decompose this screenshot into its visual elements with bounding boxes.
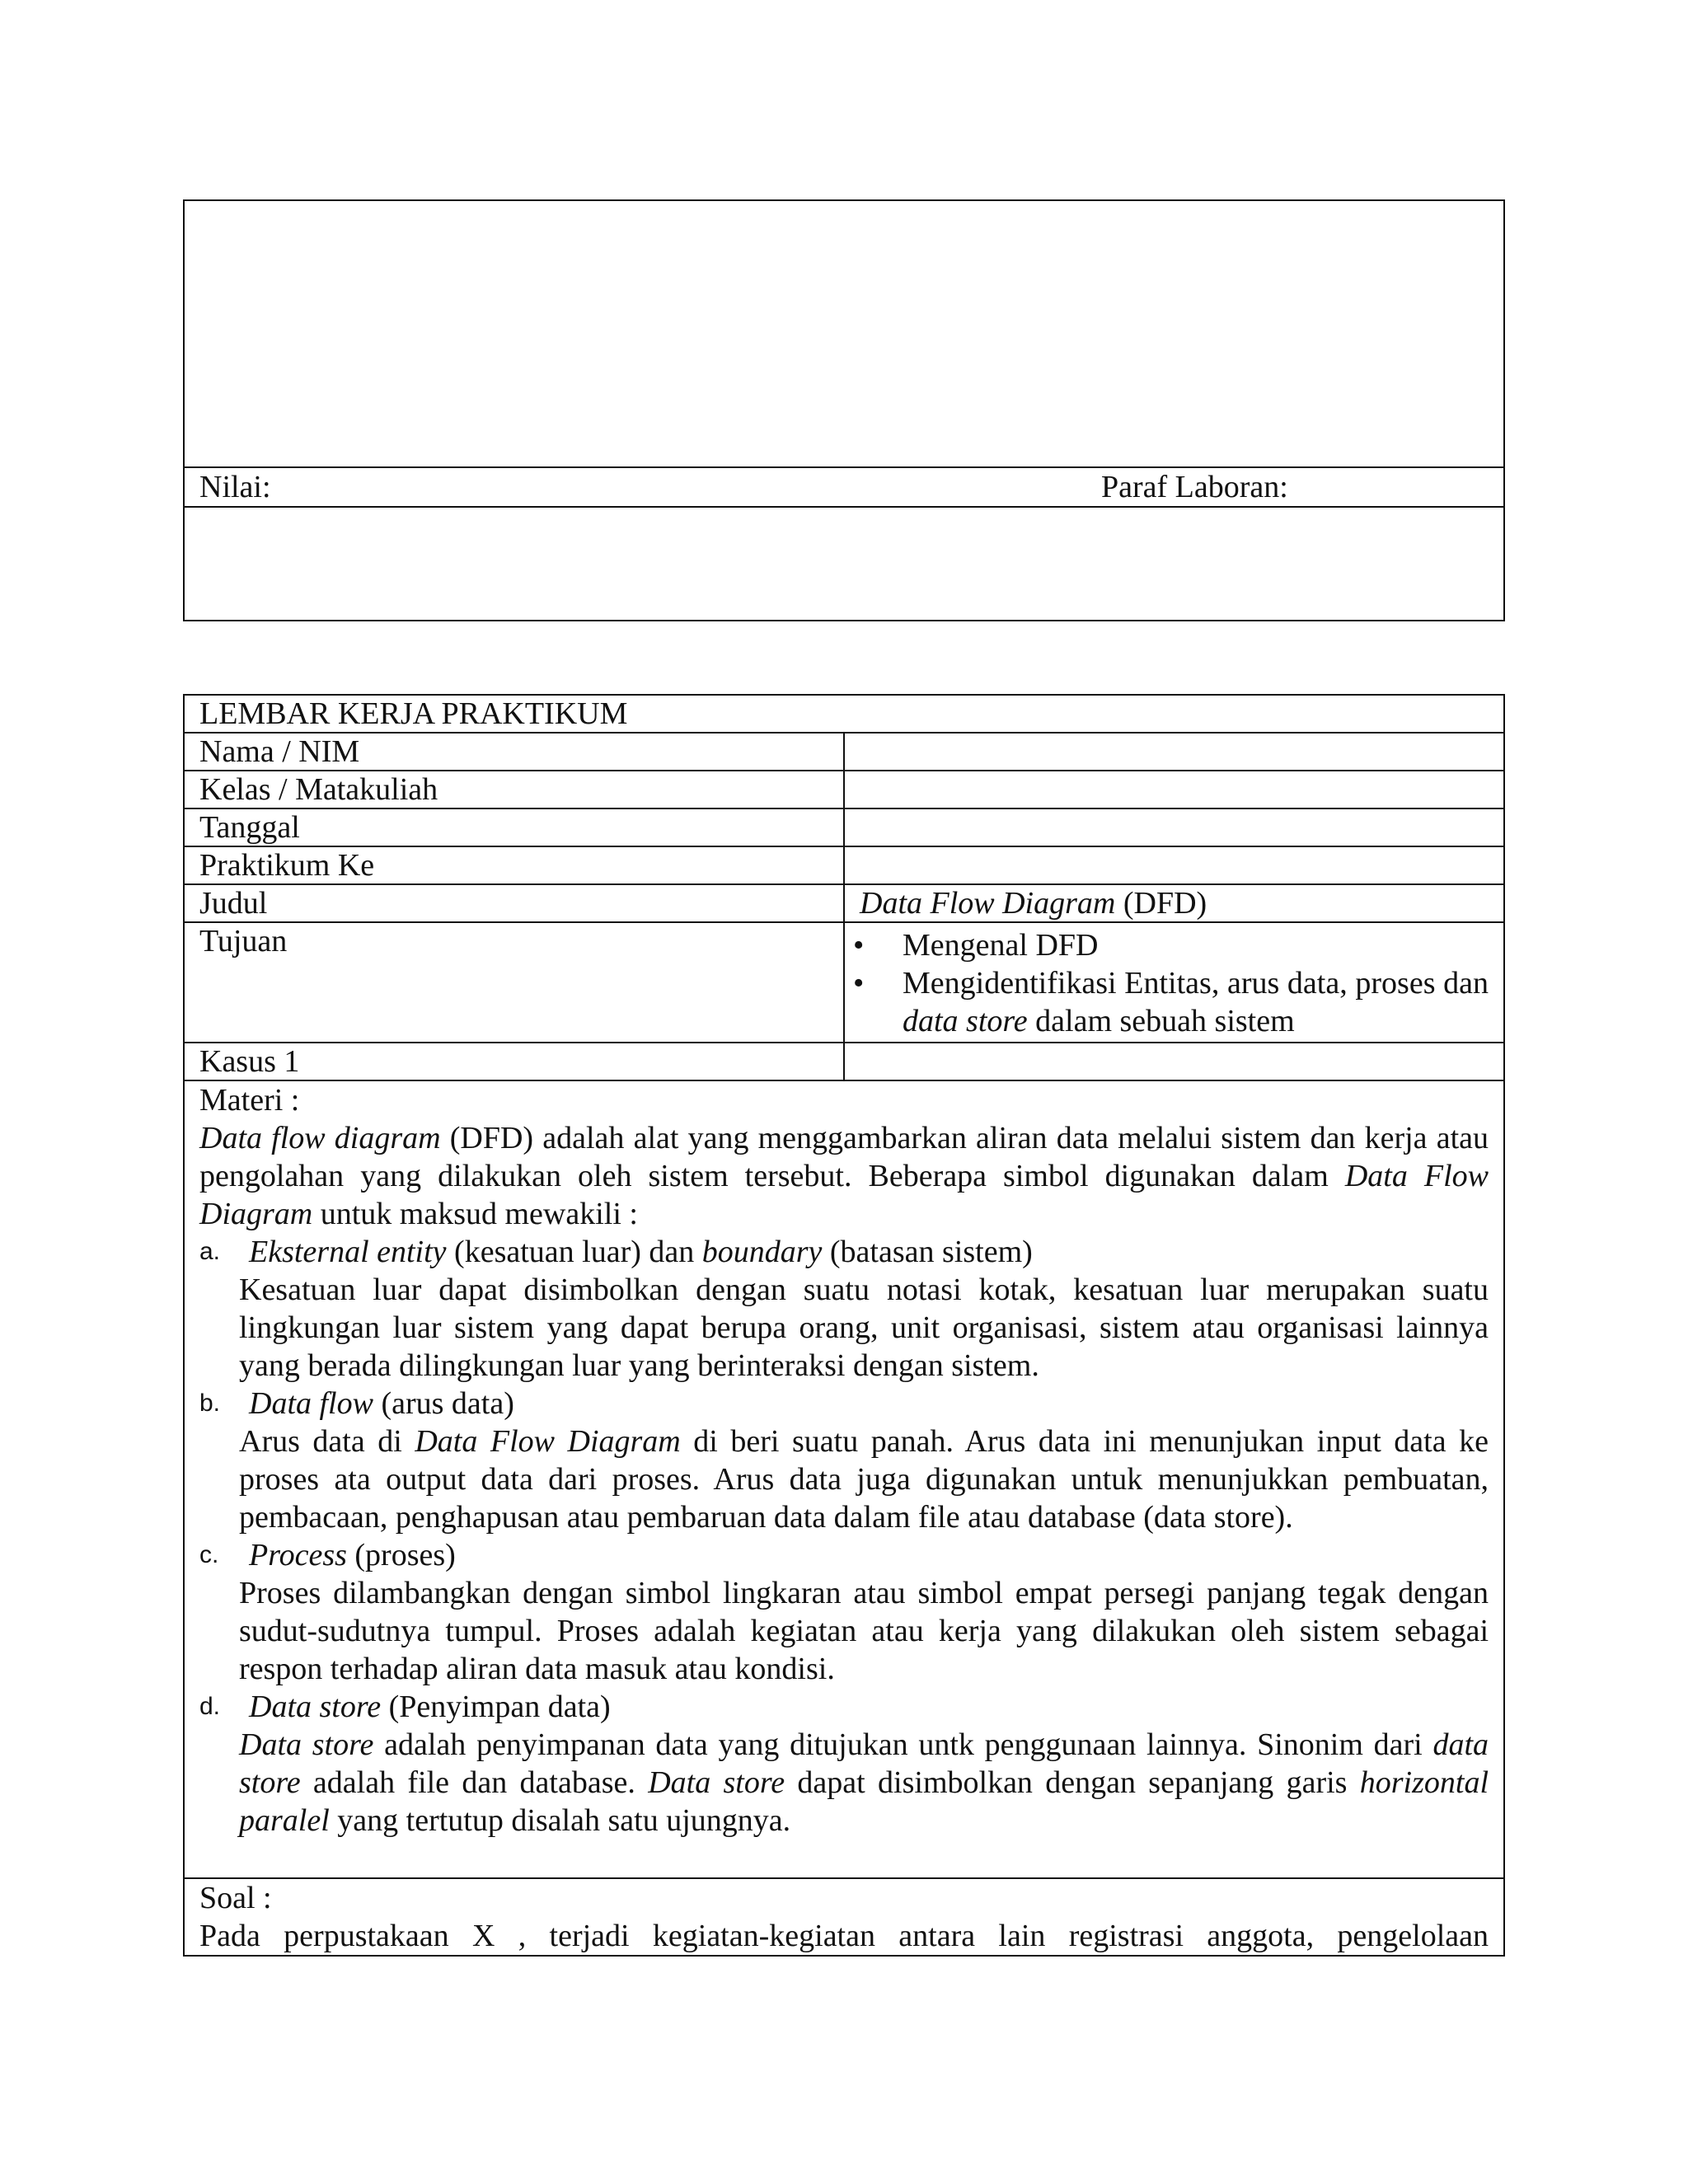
item-b-body-italic: Data Flow Diagram (415, 1424, 681, 1459)
table-row (185, 846, 1503, 884)
intro-italic-2: Data Flow Diagram (199, 1159, 1489, 1231)
grading-blank-area (185, 201, 1503, 468)
table-row (185, 733, 1503, 771)
item-b-body-text-1: Arus data di (239, 1424, 415, 1459)
table-row (185, 1080, 1503, 1878)
row-label-nama: Nama / NIM (185, 733, 844, 771)
row-label-judul: Judul (185, 884, 844, 922)
grading-label-row (185, 468, 1503, 508)
tujuan-item-2b: dalam sebuah sistem (1027, 1004, 1295, 1038)
row-label-tanggal: Tanggal (185, 808, 844, 846)
materi-item-a-title (199, 1233, 1489, 1271)
materi-intro (199, 1119, 1489, 1233)
row-label-tujuan: Tujuan (185, 922, 844, 1043)
materi-item-c-body: Proses dilambangkan dengan simbol lingkaran atau simbol empat persegi panjang tegak dengan sudut-sudutnya tumpul. Proses adalah kegiatan atau kerja yang dilakukan oleh sistem sebagai respon terhadap aliran data masuk atau kondisi. (239, 1576, 1489, 1686)
item-a-text-2: (batasan sistem) (822, 1235, 1033, 1269)
row-value-kelas (844, 771, 1503, 808)
item-d-body-italic-2: data store (239, 1727, 1489, 1800)
soal-cell (185, 1878, 1503, 1955)
item-c-italic: Process (249, 1538, 347, 1572)
item-b-body-text-2: di beri suatu panah. Arus data ini menunjukan input data ke proses ata output data dari proses. Arus data juga digunakan untuk menunjukkan pembuatan, pembacaan, penghapusan atau pembaruan data dalam file atau database (data store). (239, 1424, 1489, 1535)
item-d-body-text-2: adalah file dan database. (300, 1765, 649, 1800)
intro-italic-1: Data flow diagram (199, 1121, 441, 1155)
materi-item-d-title (199, 1688, 1489, 1726)
item-b-text: (arus data) (373, 1386, 514, 1421)
judul-rest: (DFD) (1115, 886, 1207, 921)
item-b-marker: b. (199, 1390, 221, 1417)
paraf-laboran-label: Paraf Laboran: (1101, 470, 1288, 504)
item-d-body-text-1: adalah penyimpanan data yang ditujukan untk penggunaan lainnya. Sinonim dari (373, 1727, 1433, 1762)
soal-heading: Soal : (199, 1881, 272, 1915)
tujuan-list (845, 926, 1489, 1040)
list-item (845, 964, 1489, 1040)
materi-item-c-title (199, 1536, 1489, 1574)
item-c-text: (proses) (346, 1538, 456, 1572)
materi-item-b-body (199, 1422, 1489, 1536)
item-d-marker: d. (199, 1693, 221, 1720)
table-row (185, 1043, 1503, 1080)
item-a-marker: a. (199, 1238, 221, 1265)
table-row (185, 922, 1503, 1043)
table-row (185, 884, 1503, 922)
item-a-italic-1: Eksternal entity (249, 1235, 447, 1269)
item-d-italic: Data store (249, 1690, 382, 1724)
materi-heading: Materi : (199, 1083, 300, 1118)
materi-item-a-body: Kesatuan luar dapat disimbolkan dengan suatu notasi kotak, kesatuan luar merupakan suatu lingkungan luar sistem yang dapat berupa orang, unit organisasi, sistem atau organisasi lainnya yang berada dilingkungan luar yang berinteraksi dengan sistem. (239, 1272, 1489, 1383)
intro-text-2: untuk maksud mewakili : (312, 1197, 638, 1231)
judul-italic: Data Flow Diagram (860, 886, 1116, 921)
materi-cell (185, 1080, 1503, 1878)
item-a-text-1: (kesatuan luar) dan (446, 1235, 702, 1269)
item-d-body-italic-1: Data store (239, 1727, 374, 1762)
item-d-body-text-4: yang tertutup disalah satu ujungnya. (329, 1803, 791, 1838)
table-row (185, 808, 1503, 846)
item-d-text: (Penyimpan data) (381, 1690, 611, 1724)
tujuan-item-2-italic: data store (903, 1004, 1028, 1038)
grading-box (183, 199, 1505, 621)
soal-text: Pada perpustakaan X , terjadi kegiatan-kegiatan antara lain registrasi anggota, pengelolaan (199, 1919, 1489, 1953)
item-b-italic: Data flow (249, 1386, 373, 1421)
item-d-body-text-3: dapat disimbolkan dengan sepanjang garis (785, 1765, 1360, 1800)
row-value-tujuan (844, 922, 1503, 1043)
row-label-praktikum: Praktikum Ke (185, 846, 844, 884)
materi-item-d-body (199, 1726, 1489, 1840)
materi-item-b-title (199, 1385, 1489, 1422)
row-value-kasus (844, 1043, 1503, 1080)
item-c-marker: c. (199, 1541, 219, 1568)
tujuan-item-2a: Mengidentifikasi Entitas, arus data, proses dan (903, 966, 1489, 1001)
worksheet-table (183, 694, 1505, 1957)
table-row (185, 1878, 1503, 1955)
intro-text-1: (DFD) adalah alat yang menggambarkan aliran data melalui sistem dan kerja atau pengolahan yang dilakukan oleh sistem tersebut. Beberapa simbol digunakan dalam (199, 1121, 1489, 1193)
list-item (845, 926, 1489, 964)
worksheet-title: LEMBAR KERJA PRAKTIKUM (185, 696, 1503, 733)
item-d-body-italic-3: Data store (648, 1765, 785, 1800)
row-label-kasus: Kasus 1 (185, 1043, 844, 1080)
row-value-nama (844, 733, 1503, 771)
item-d-body-italic-4: horizontal paralel (239, 1765, 1489, 1838)
row-label-kelas: Kelas / Matakuliah (185, 771, 844, 808)
item-a-italic-2: boundary (701, 1235, 823, 1269)
row-value-praktikum (844, 846, 1503, 884)
row-value-tanggal (844, 808, 1503, 846)
nilai-label: Nilai: (199, 470, 271, 504)
tujuan-item-1: Mengenal DFD (903, 928, 1099, 963)
row-value-judul (844, 884, 1503, 922)
table-row (185, 771, 1503, 808)
